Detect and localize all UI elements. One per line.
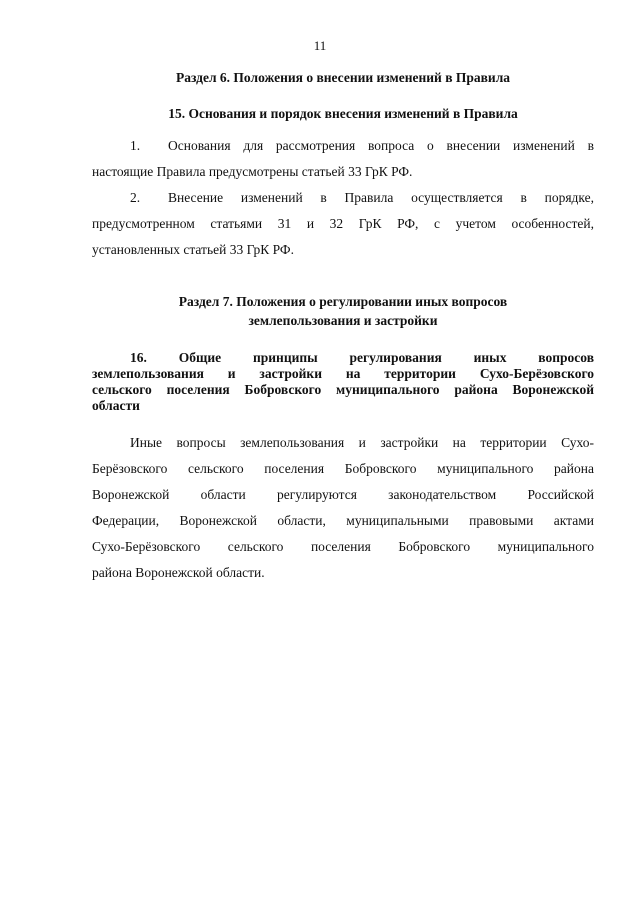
paragraph-line: Берёзовского сельского поселения Бобровского муниципального района xyxy=(92,461,594,476)
line-text: Внесение изменений в Правила осуществляется в порядке, xyxy=(168,190,594,205)
paragraph-line: района Воронежской области. xyxy=(92,565,265,580)
paragraph-line: настоящие Правила предусмотрены статьей 33 ГрК РФ. xyxy=(92,164,413,179)
section-7-title-line-2: землепользования и застройки xyxy=(248,313,438,328)
line-text: Основания для рассмотрения вопроса о внесении изменений в xyxy=(168,138,594,153)
page-number: 11 xyxy=(313,38,327,53)
title-line: области xyxy=(92,398,140,413)
paragraph-line xyxy=(92,133,594,159)
title-line: землепользования и застройки на территории Сухо-Берёзовского xyxy=(92,366,594,381)
item-number: 1. xyxy=(130,138,141,153)
section-7-title xyxy=(92,292,594,330)
paragraph-line: Федерации, Воронежской области, муниципальными правовыми актами xyxy=(92,513,594,528)
paragraph-line: установленных статьей 33 ГрК РФ. xyxy=(92,242,294,257)
paragraph-line: Сухо-Берёзовского сельского поселения Бобровского муниципального xyxy=(92,539,594,554)
article-15-title-text: 15. Основания и порядок внесения изменений в Правила xyxy=(168,106,518,121)
title-line: 16. Общие принципы регулирования иных вопросов xyxy=(130,350,594,365)
section-6-title-text: Раздел 6. Положения о внесении изменений в Правила xyxy=(175,70,511,85)
article-15-item-1 xyxy=(92,133,594,185)
section-7-title-line-1: Раздел 7. Положения о регулировании иных вопросов xyxy=(178,294,508,309)
paragraph-line: Иные вопросы землепользования и застройки на территории Сухо- xyxy=(130,435,594,450)
article-15-item-2 xyxy=(92,185,594,263)
article-15-title xyxy=(92,104,594,123)
paragraph-line: предусмотренном статьями 31 и 32 ГрК РФ, с учетом особенностей, xyxy=(92,216,594,231)
title-line: сельского поселения Бобровского муниципального района Воронежской xyxy=(92,382,594,397)
paragraph-line: Воронежской области регулируются законодательством Российской xyxy=(92,487,594,502)
article-16-title xyxy=(92,350,594,414)
paragraph-line xyxy=(92,185,594,211)
section-6-title xyxy=(92,68,594,87)
item-number: 2. xyxy=(130,190,141,205)
article-16-body xyxy=(92,430,594,586)
